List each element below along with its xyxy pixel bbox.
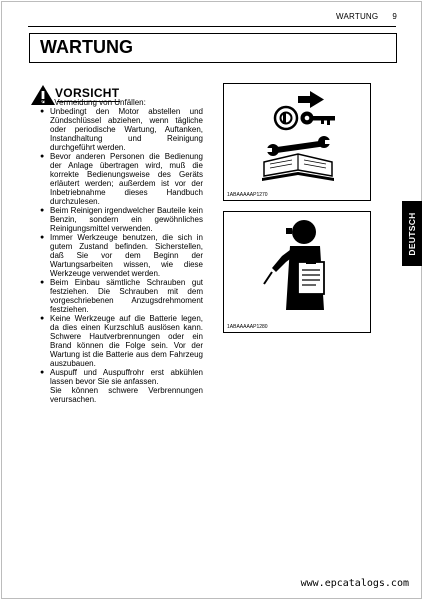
- caution-list: [40, 107, 203, 404]
- list-item-text: Unbedingt den Motor abstellen und Zündschlüssel abziehen, wenn tägliche oder periodische Wartung, Auftanken, Instandhaltung und Reinigung durchgeführt werden.: [50, 107, 203, 152]
- list-item: [40, 233, 203, 278]
- list-item: [40, 107, 203, 152]
- language-tab-label: DEUTSCH: [407, 211, 417, 256]
- page-number: 9: [392, 12, 397, 21]
- list-item-text: Bevor anderen Personen die Bedienung der Anlage übertragen wird, muß die korrekte Bedienungsweise des Geräts erläutert werden; außerdem ist vor der Inbetriebnahme dieses Handbuch durchzulesen.: [50, 152, 203, 206]
- wrench-icon: [266, 136, 331, 156]
- figure-key-wrench: [223, 83, 371, 201]
- list-item: [40, 368, 203, 404]
- list-item: [40, 314, 203, 368]
- list-item-text: Immer Werkzeuge benutzen, die sich in gutem Zustand befinden. Sicherstellen, daß Sie vor dem Beginn der Wartungsarbeiten wissen, wie diese Werkzeuge verwendet werden.: [50, 233, 203, 278]
- list-item-text: Auspuff und Auspuffrohr erst abkühlen lassen bevor Sie sie anfassen.: [50, 368, 203, 386]
- list-item: [40, 206, 203, 233]
- list-item-text: Keine Werkzeuge auf die Batterie legen, da dies einen Kurzschluß auslösen kann. Schwere Hautverbrennungen oder ein Brand können die Folge sein. Vor der Wartung ist die Batterie aus dem Fahrzeug auszubauen.: [50, 314, 203, 368]
- key-switch-off-icon: [224, 84, 370, 188]
- caution-heading: VORSICHT: [55, 86, 120, 100]
- list-item-text: Beim Einbau sämtliche Schrauben gut festziehen. Die Schrauben mit dem vorgeschriebenen Anzugsdrehmoment festziehen.: [50, 278, 203, 314]
- list-item-text: Beim Reinigen irgendwelcher Bauteile kein Benzin, sondern ein gewöhnliches Reinigungsmittel verwenden.: [50, 206, 203, 233]
- language-tab: [402, 201, 422, 266]
- page-title: WARTUNG: [40, 37, 133, 57]
- title-box: [29, 33, 397, 63]
- list-item-note: Sie können schwere Verbrennungen verursachen.: [50, 386, 203, 404]
- mechanic-clipboard-icon: [224, 212, 370, 320]
- list-item: [40, 152, 203, 206]
- figure-code: 1ABAAAAAP1270: [227, 192, 268, 198]
- list-item: [40, 278, 203, 314]
- running-head: [336, 12, 397, 21]
- watermark: www.epcatalogs.com: [300, 578, 409, 589]
- figure-mechanic: [223, 211, 371, 333]
- header-rule: [28, 26, 396, 27]
- caution-intro: Zur Vermeidung von Unfällen:: [40, 98, 146, 107]
- running-head-section: WARTUNG: [336, 12, 379, 21]
- figure-code: 1ABAAAAAP1280: [227, 324, 268, 330]
